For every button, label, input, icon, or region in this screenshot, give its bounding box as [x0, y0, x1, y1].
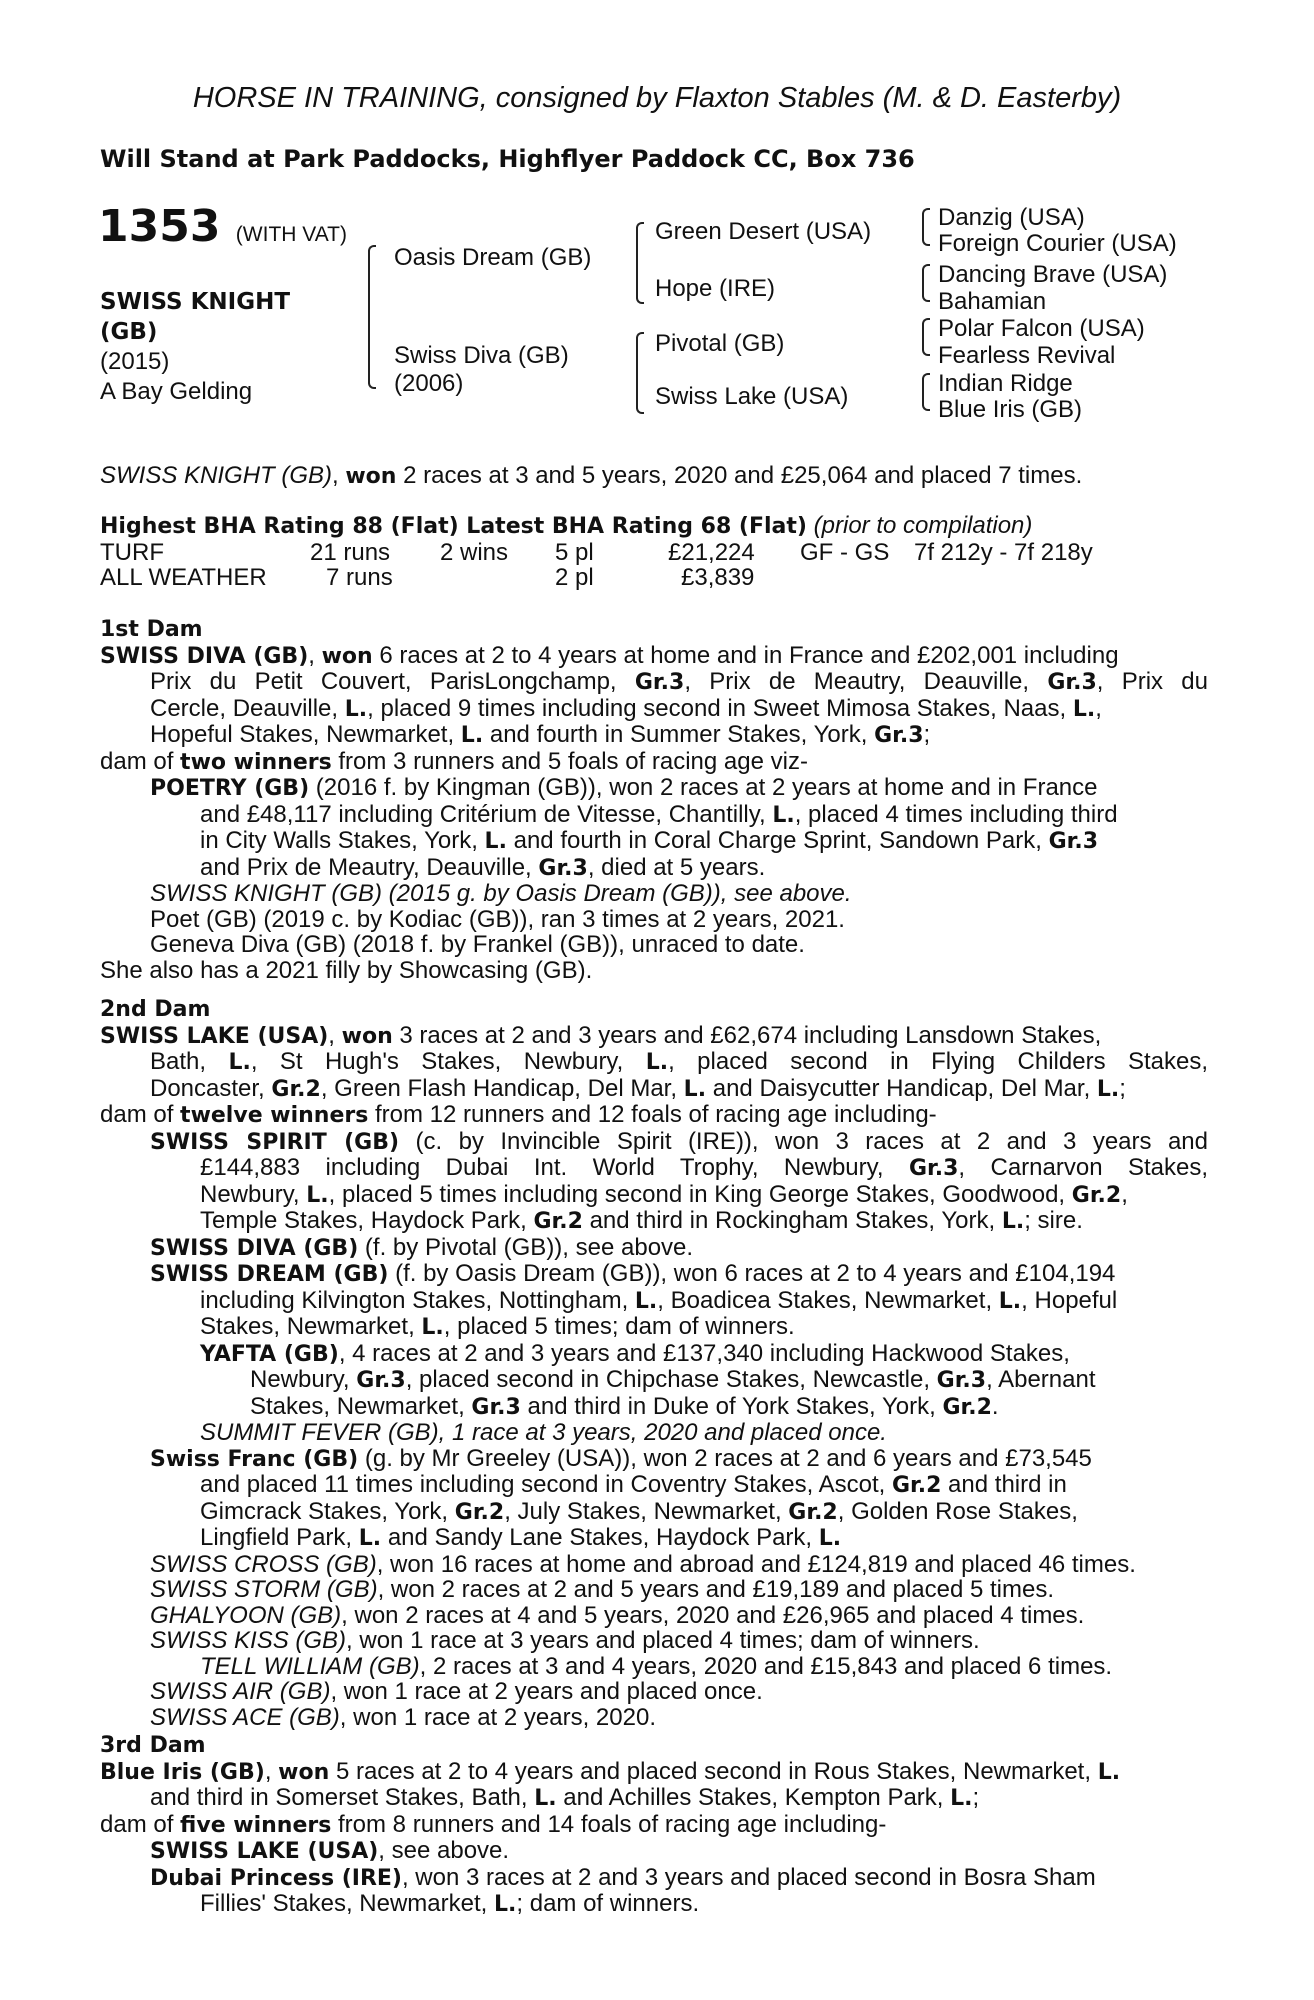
- second-dam-heading: 2nd Dam: [100, 997, 211, 1022]
- horse-name: SWISS KNIGHT: [100, 289, 291, 315]
- text-segment: , Carnarvon Stakes,: [958, 1154, 1208, 1181]
- progeny-line: [100, 1155, 1208, 1182]
- text-segment: , died at 5 years.: [587, 853, 766, 881]
- text-segment: ;: [1119, 1074, 1126, 1102]
- text-segment: , won 1 race at 3 years and placed 4 times; dam of winners.: [346, 1627, 980, 1654]
- text-segment: , Prix de Meautry, Deauville,: [684, 668, 1048, 695]
- grade-label: L.: [683, 1076, 707, 1102]
- text-segment: and fourth in Coral Charge Sprint, Sandown Park,: [506, 827, 1049, 854]
- progeny-line: [100, 1891, 1208, 1918]
- text-segment: ,: [1121, 1180, 1128, 1208]
- pedigree-dam: Swiss Diva (GB): [394, 342, 569, 369]
- text-segment: , July Stakes, Newmarket,: [504, 1497, 789, 1525]
- text-segment: , placed second in Flying Childers Stakes,: [668, 1048, 1209, 1075]
- text-segment: and third in: [941, 1471, 1067, 1498]
- first-dam-line: SWISS DIVA (GB), won 6 races at 2 to 4 years at home and in France and £202,001 including: [100, 641, 1119, 669]
- summary-horse-name: SWISS KNIGHT (GB): [100, 462, 333, 489]
- progeny-name: Dubai Princess (IRE): [150, 1865, 402, 1891]
- grade-label: Gr.2: [454, 1499, 505, 1525]
- text-segment: , 2 races at 3 and 4 years, 2020 and £15,843 and placed 6 times.: [419, 1652, 1113, 1680]
- text-segment: , won 1 race at 2 years, 2020.: [339, 1703, 656, 1731]
- progeny-line: [100, 1838, 1208, 1865]
- progeny-line: [100, 1865, 1208, 1892]
- second-dam-line: SWISS LAKE (USA), won 3 races at 2 and 3 years and £62,674 including Lansdown Stakes,: [100, 1021, 1102, 1049]
- pedigree-ancestor-4: Bahamian: [938, 288, 1047, 315]
- text-segment: dam of: [100, 1101, 181, 1128]
- text-segment: and Achilles Stakes, Kempton Park,: [556, 1784, 951, 1811]
- grade-label: L.: [1097, 1759, 1121, 1785]
- lot-number: [98, 201, 347, 252]
- grade-label: L.: [358, 1526, 382, 1551]
- progeny-line: [100, 802, 1208, 829]
- first-dam-name: SWISS DIVA (GB): [100, 643, 309, 669]
- progeny-line: She also has a 2021 filly by Showcasing (GB).: [100, 956, 593, 984]
- progeny-line: [100, 775, 1208, 802]
- winners-count: twelve winners: [180, 1103, 369, 1128]
- text-segment: (f. by Oasis Dream (GB)), won 6 races at 2 to 4 years and £104,194: [388, 1260, 1116, 1287]
- text-segment: £144,883 including Dubai Int. World Trophy, Newbury,: [200, 1154, 909, 1181]
- text-segment: Fillies' Stakes, Newmarket,: [200, 1890, 494, 1917]
- text-segment: dam of: [100, 747, 181, 775]
- third-dam-heading: 3rd Dam: [100, 1733, 206, 1758]
- text-segment: Lingfield Park,: [200, 1524, 359, 1551]
- text-segment: from 3 runners and 5 foals of racing age viz-: [331, 747, 808, 775]
- grade-label: L.: [818, 1526, 842, 1551]
- progeny-line: [100, 1288, 1208, 1315]
- text-segment: Prix du Petit Couvert, ParisLongchamp,: [150, 668, 635, 695]
- progeny-line: [100, 1235, 1208, 1262]
- grade-label: L.: [534, 1786, 557, 1811]
- progeny-line: [100, 1314, 1208, 1341]
- summary-won: won: [345, 464, 397, 489]
- winners-count: two winners: [180, 749, 332, 775]
- text-segment: , Boadicea Stakes, Newmarket,: [657, 1286, 999, 1314]
- grade-label: Gr.2: [1071, 1182, 1122, 1208]
- grade-label: L.: [1096, 1076, 1120, 1102]
- text-segment: Hopeful Stakes, Newmarket,: [150, 721, 461, 748]
- text-segment: (c. by Invincible Spirit (IRE)), won 3 races at 2 and 3 years and: [399, 1127, 1208, 1155]
- progeny-line: [100, 855, 1208, 882]
- progeny-line: [100, 1341, 1208, 1368]
- grade-label: L.: [306, 1182, 329, 1208]
- lot-number-value: 1353: [98, 201, 221, 252]
- progeny-line: [100, 1705, 1208, 1731]
- second-dam-line: [100, 1049, 1208, 1076]
- text-segment: , Hopeful: [1021, 1286, 1118, 1314]
- stat-turf-going: GF - GS: [800, 539, 890, 566]
- progeny-line: [100, 828, 1208, 855]
- text-segment: from 12 runners and 12 foals of racing age including-: [368, 1101, 937, 1128]
- grade-label: Gr.3: [908, 1156, 959, 1181]
- won-label: won: [278, 1759, 330, 1785]
- stat-aw-money: £3,839: [681, 564, 755, 591]
- progeny-line: [100, 1679, 1208, 1705]
- text-segment: Stakes, Newmarket,: [250, 1392, 472, 1420]
- progeny-line: [100, 1472, 1208, 1499]
- grade-label: Gr.2: [788, 1499, 838, 1525]
- third-dam-line: Blue Iris (GB), won 5 races at 2 to 4 years and placed second in Rous Stakes, Newmarket, L.: [100, 1757, 1121, 1785]
- text-segment: Temple Stakes, Haydock Park,: [200, 1207, 534, 1234]
- grade-label: Gr.3: [1047, 670, 1097, 695]
- progeny-name: YAFTA (GB): [200, 1341, 339, 1367]
- horse-details: [100, 287, 290, 407]
- grade-label: L.: [772, 802, 795, 828]
- text-segment: , Prix du: [1096, 668, 1208, 695]
- pedigree-grandsire-2: Pivotal (GB): [655, 330, 785, 357]
- text-segment: Doncaster,: [150, 1074, 272, 1102]
- rating-text: Highest BHA Rating 88 (Flat) Latest BHA Rating 68 (Flat): [100, 514, 807, 539]
- text-segment: and £48,117 including Critérium de Vitesse, Chantilly,: [200, 800, 773, 828]
- pedigree-grandsire-1: Green Desert (USA): [655, 218, 872, 245]
- grade-label: Gr.2: [533, 1209, 583, 1234]
- text-segment: and placed 11 times including second in Coventry Stakes, Ascot,: [200, 1471, 892, 1498]
- text-segment: , placed 5 times including second in King George Stakes, Goodwood,: [328, 1180, 1072, 1208]
- stat-turf-pl: 5 pl: [555, 539, 594, 566]
- pedigree-ancestor-5: Polar Falcon (USA): [938, 315, 1145, 342]
- horse-year: (2015): [100, 348, 170, 375]
- text-segment: , Green Flash Handicap, Del Mar,: [320, 1074, 684, 1102]
- text-segment: 3 races at 2 and 3 years and £62,674 including Lansdown Stakes,: [392, 1021, 1102, 1049]
- text-segment: , Golden Rose Stakes,: [837, 1497, 1078, 1525]
- progeny-name: SWISS LAKE (USA): [150, 1839, 379, 1864]
- pedigree-brace-gg2: [922, 264, 930, 302]
- grade-label: L.: [634, 1288, 658, 1314]
- stand-location: Will Stand at Park Paddocks, Highflyer Paddock CC, Box 736: [100, 145, 915, 173]
- text-segment: , placed second in Chipchase Stakes, Newcastle,: [405, 1366, 937, 1393]
- text-segment: , won 1 race at 2 years and placed once.: [330, 1678, 763, 1705]
- grade-label: Gr.2: [942, 1394, 992, 1420]
- third-dam-section: [100, 1733, 1208, 1918]
- stat-aw-pl: 2 pl: [555, 564, 594, 591]
- text-segment: (f. by Pivotal (GB)), see above.: [358, 1233, 694, 1261]
- second-dam-name: SWISS LAKE (USA): [100, 1023, 329, 1049]
- progeny-line: [100, 1208, 1208, 1235]
- stat-turf-wins: 2 wins: [440, 539, 509, 566]
- progeny-line: [100, 1182, 1208, 1209]
- text-segment: Newbury,: [250, 1366, 357, 1393]
- text-segment: Stakes, Newmarket,: [200, 1313, 422, 1340]
- text-segment: (g. by Mr Greeley (USA)), won 2 races at 2 and 6 years and £73,545: [358, 1444, 1092, 1472]
- horse-description: A Bay Gelding: [100, 378, 253, 405]
- progeny-name: SWISS DIVA (GB): [150, 1235, 359, 1261]
- stat-turf-runs: 21 runs: [310, 539, 391, 566]
- progeny-line: [100, 1552, 1208, 1578]
- grade-label: L.: [484, 829, 507, 854]
- progeny-line: Geneva Diva (GB) (2018 f. by Frankel (GB)), unraced to date.: [150, 931, 805, 958]
- text-segment: (2016 f. by Kingman (GB)), won 2 races at 2 years at home and in France: [309, 774, 1098, 801]
- second-dam-section: [100, 997, 1208, 1730]
- pedigree-brace-main: [368, 245, 376, 389]
- progeny-name: SUMMIT FEVER (GB): [200, 1419, 439, 1446]
- progeny-line: [100, 1577, 1208, 1603]
- progeny-name: SWISS ACE (GB): [150, 1703, 340, 1731]
- progeny-name: SWISS STORM (GB): [150, 1576, 378, 1603]
- stat-turf-label: TURF: [100, 539, 164, 566]
- first-dam-line: [100, 749, 1208, 776]
- text-segment: , won 2 races at 2 and 5 years and £19,189 and placed 5 times.: [377, 1576, 1055, 1603]
- grade-label: L.: [998, 1288, 1022, 1314]
- progeny-name: TELL WILLIAM (GB): [200, 1652, 420, 1680]
- progeny-name: SWISS SPIRIT (GB): [150, 1129, 400, 1155]
- third-dam-line: [100, 1812, 1208, 1839]
- grade-label: L.: [950, 1786, 973, 1811]
- consignor-title: HORSE IN TRAINING, consigned by Flaxton Stables (M. & D. Easterby): [192, 82, 1122, 114]
- grade-label: L.: [421, 1315, 444, 1340]
- progeny-line: [100, 1394, 1208, 1421]
- second-dam-line: [100, 1102, 1208, 1129]
- progeny-line: [100, 1525, 1208, 1552]
- text-segment: ; sire.: [1024, 1207, 1083, 1234]
- stat-aw-runs: 7 runs: [326, 564, 393, 591]
- grade-label: Gr.3: [936, 1368, 987, 1393]
- text-segment: , won 16 races at home and abroad and £124,819 and placed 46 times.: [376, 1550, 1136, 1578]
- rating-note: (prior to compilation): [813, 512, 1033, 539]
- progeny-line: [100, 1499, 1208, 1526]
- stat-turf-money: £21,224: [668, 539, 755, 566]
- progeny-line: [100, 1654, 1208, 1680]
- first-dam-heading: 1st Dam: [100, 617, 203, 642]
- summary-text: 2 races at 3 and 5 years, 2020 and £25,064 and placed 7 times.: [396, 462, 1083, 489]
- pedigree-brace-dam: [636, 332, 644, 414]
- text-segment: , 4 races at 2 and 3 years and £137,340 including Hackwood Stakes,: [338, 1339, 1070, 1367]
- grade-label: Gr.3: [538, 855, 588, 881]
- horse-country: (GB): [100, 319, 158, 345]
- third-dam-line: [100, 1785, 1208, 1812]
- text-segment: 5 races at 2 to 4 years and placed second in Rous Stakes, Newmarket,: [329, 1757, 1098, 1785]
- won-label: won: [321, 643, 373, 669]
- first-dam-line: [100, 696, 1208, 723]
- progeny-name: Swiss Franc (GB): [150, 1446, 359, 1472]
- pedigree-brace-sire: [636, 222, 644, 304]
- grade-label: L.: [344, 696, 368, 722]
- progeny-line: [100, 1628, 1208, 1654]
- text-segment: Bath,: [150, 1048, 229, 1075]
- progeny-line: [100, 1446, 1208, 1473]
- text-segment: ,: [1095, 694, 1102, 722]
- pedigree-ancestor-6: Fearless Revival: [938, 342, 1116, 369]
- progeny-line: SWISS KNIGHT (GB) (2015 g. by Oasis Dream (GB)), see above.: [150, 880, 852, 907]
- text-segment: and third in Rockingham Stakes, York,: [582, 1207, 1002, 1234]
- grade-label: L.: [1001, 1209, 1025, 1234]
- pedigree-granddam-1: Hope (IRE): [655, 275, 776, 302]
- text-segment: , St Hugh's Stakes, Newbury,: [250, 1048, 646, 1075]
- vat-note: (WITH VAT): [235, 223, 347, 246]
- grade-label: L.: [228, 1050, 251, 1075]
- pedigree-granddam-2: Swiss Lake (USA): [655, 383, 849, 410]
- text-segment: , won 2 races at 4 and 5 years, 2020 and £26,965 and placed 4 times.: [341, 1601, 1085, 1629]
- first-dam-section: [100, 617, 1208, 983]
- progeny-line: [100, 1129, 1208, 1156]
- text-segment: 6 races at 2 to 4 years at home and in France and £202,001 including: [372, 641, 1119, 669]
- text-segment: including Kilvington Stakes, Nottingham,: [200, 1286, 635, 1314]
- pedigree-ancestor-7: Indian Ridge: [938, 370, 1073, 397]
- text-segment: ;: [972, 1784, 980, 1811]
- text-segment: ;: [923, 721, 931, 748]
- text-segment: , won 3 races at 2 and 3 years and placed second in Bosra Sham: [401, 1863, 1096, 1891]
- text-segment: , see above.: [378, 1837, 510, 1864]
- pedigree-brace-gg4: [922, 373, 930, 411]
- text-segment: , 1 race at 3 years, 2020 and placed once.: [438, 1419, 887, 1446]
- grade-label: L.: [494, 1892, 517, 1917]
- pedigree-ancestor-1: Danzig (USA): [938, 204, 1085, 231]
- grade-label: Gr.3: [874, 723, 924, 748]
- third-dam-name: Blue Iris (GB): [100, 1759, 265, 1785]
- text-segment: ; dam of winners.: [516, 1890, 700, 1917]
- text-segment: .: [991, 1392, 999, 1420]
- grade-label: Gr.3: [634, 670, 685, 695]
- pedigree-dam-year: (2006): [394, 370, 464, 397]
- text-segment: and Daisycutter Handicap, Del Mar,: [706, 1074, 1097, 1102]
- grade-label: L.: [1072, 696, 1096, 722]
- text-segment: from 8 runners and 14 foals of racing age including-: [331, 1810, 887, 1838]
- text-segment: dam of: [100, 1810, 181, 1838]
- stat-aw-label: ALL WEATHER: [100, 564, 267, 591]
- grade-label: Gr.3: [471, 1394, 521, 1420]
- second-dam-line: [100, 1076, 1208, 1103]
- pedigree-brace-gg3: [922, 318, 930, 356]
- stat-turf-distance: 7f 212y - 7f 218y: [914, 539, 1093, 566]
- progeny-name: SWISS CROSS (GB): [150, 1550, 377, 1578]
- grade-label: L.: [645, 1050, 669, 1075]
- text-segment: , placed 5 times; dam of winners.: [443, 1313, 795, 1340]
- progeny-line: [100, 1367, 1208, 1394]
- text-segment: and Sandy Lane Stakes, Haydock Park,: [381, 1524, 819, 1551]
- text-segment: in City Walls Stakes, York,: [200, 827, 485, 854]
- bha-rating: [100, 513, 1208, 540]
- progeny-name: GHALYOON (GB): [150, 1601, 342, 1629]
- text-segment: , placed 9 times including second in Sweet Mimosa Stakes, Naas,: [367, 694, 1073, 722]
- text-segment: Newbury,: [200, 1180, 307, 1208]
- text-segment: and third in Somerset Stakes, Bath,: [150, 1784, 535, 1811]
- progeny-name: SWISS AIR (GB): [150, 1678, 331, 1705]
- progeny-name: SWISS DREAM (GB): [150, 1262, 389, 1287]
- text-segment: and fourth in Summer Stakes, York,: [483, 721, 875, 748]
- first-dam-line: [100, 722, 1208, 749]
- pedigree-brace-gg1: [922, 208, 930, 246]
- pedigree-sire: Oasis Dream (GB): [394, 244, 592, 271]
- pedigree-ancestor-8: Blue Iris (GB): [938, 396, 1083, 423]
- progeny-name: SWISS KISS (GB): [150, 1627, 347, 1654]
- text-segment: Cercle, Deauville,: [150, 694, 345, 722]
- pedigree-ancestor-3: Dancing Brave (USA): [938, 261, 1168, 288]
- progeny-line: Poet (GB) (2019 c. by Kodiac (GB)), ran 3 times at 2 years, 2021.: [150, 905, 845, 933]
- pedigree-ancestor-2: Foreign Courier (USA): [938, 230, 1177, 257]
- progeny-line: [100, 1420, 1208, 1446]
- grade-label: L.: [460, 723, 484, 748]
- text-segment: Gimcrack Stakes, York,: [200, 1497, 455, 1525]
- grade-label: Gr.2: [271, 1076, 321, 1102]
- text-segment: and third in Duke of York Stakes, York,: [520, 1392, 943, 1420]
- text-segment: , Abernant: [986, 1366, 1096, 1393]
- first-dam-line: [100, 669, 1208, 696]
- grade-label: Gr.3: [356, 1368, 406, 1393]
- race-summary: SWISS KNIGHT (GB), won 2 races at 3 and 5 years, 2020 and £25,064 and placed 7 times.: [100, 462, 1083, 489]
- text-segment: , placed 4 times including third: [794, 800, 1118, 828]
- progeny-line: [100, 1603, 1208, 1629]
- progeny-line: [100, 1261, 1208, 1288]
- text-segment: and Prix de Meautry, Deauville,: [200, 853, 539, 881]
- grade-label: Gr.3: [1048, 829, 1099, 854]
- winners-count: five winners: [180, 1812, 332, 1838]
- won-label: won: [341, 1023, 393, 1049]
- grade-label: Gr.2: [891, 1473, 942, 1498]
- progeny-name: POETRY (GB): [150, 776, 310, 801]
